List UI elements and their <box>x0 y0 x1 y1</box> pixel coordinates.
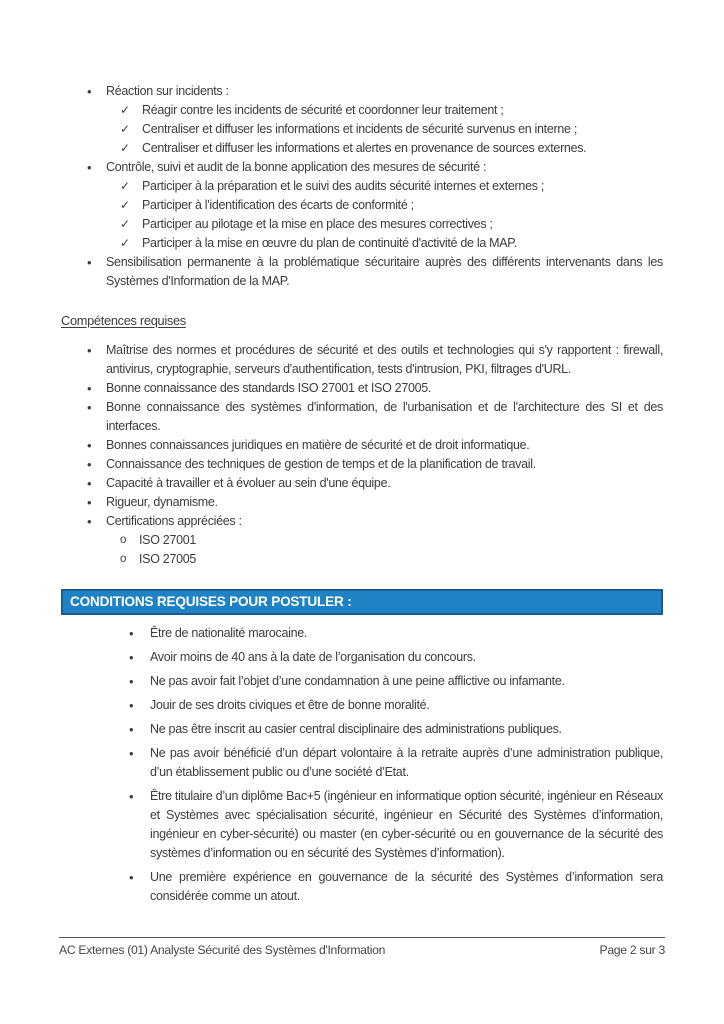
list-item-text: Bonnes connaissances juridiques en matière de sécurité et de droit informatique. <box>106 438 530 452</box>
bullet-icon: • <box>129 789 134 804</box>
conditions-list <box>61 624 663 906</box>
list-subitem-iso <box>61 550 663 569</box>
list-item <box>61 436 663 455</box>
circle-icon: o <box>120 534 127 546</box>
check-icon: ✓ <box>120 103 130 117</box>
list-item-text: Ne pas être inscrit au casier central disciplinaire des administrations publiques. <box>150 722 562 736</box>
list-item-text: Maîtrise des normes et procédures de sécurité et des outils et technologies qui s'y rapportent : firewall, antivirus, cryptographie, serveurs d'authentification, tests d'intrusion, PKI, filtrages d'URL. <box>106 343 663 376</box>
list-item-reaction <box>61 82 663 101</box>
list-item-certifications <box>61 512 663 531</box>
list-subitem-iso <box>61 531 663 550</box>
conditions-banner: CONDITIONS REQUISES POUR POSTULER : <box>61 589 663 615</box>
list-item-text: Réagir contre les incidents de sécurité et coordonner leur traitement ; <box>142 103 504 117</box>
bullet-icon: • <box>87 476 92 491</box>
list-item-text: Jouir de ses droits civiques et être de bonne moralité. <box>150 698 430 712</box>
bullet-icon: • <box>87 438 92 453</box>
bullet-icon: • <box>129 626 134 641</box>
list-item-text: Sensibilisation permanente à la problématique sécuritaire auprès des différents intervenants dans les Systèmes d'Information de la MAP. <box>106 255 663 288</box>
list-item-controle <box>61 158 663 177</box>
list-subitem <box>61 234 663 253</box>
list-item-text: ISO 27005 <box>139 552 197 566</box>
bullet-icon: • <box>87 343 92 358</box>
list-item-text: Participer à l'identification des écarts de conformité ; <box>142 198 414 212</box>
list-item-text: Connaissance des techniques de gestion de temps et de la planification de travail. <box>106 457 536 471</box>
bullet-icon: • <box>87 495 92 510</box>
bullet-icon: • <box>87 381 92 396</box>
bullet-icon: • <box>87 514 92 529</box>
missions-list <box>61 82 663 291</box>
check-icon: ✓ <box>120 179 130 193</box>
list-subitem <box>61 177 663 196</box>
list-item-text: Une première expérience en gouvernance de la sécurité des Systèmes d’information sera considérée comme un atout. <box>150 870 663 903</box>
footer-document-title: AC Externes (01) Analyste Sécurité des Systèmes d'Information <box>59 943 386 957</box>
list-item-text: Rigueur, dynamisme. <box>106 495 218 509</box>
check-icon: ✓ <box>120 198 130 212</box>
list-item-text: Ne pas avoir fait l’objet d’une condamnation à une peine afflictive ou infamante. <box>150 674 565 688</box>
check-icon: ✓ <box>120 141 130 155</box>
circle-icon: o <box>120 553 127 565</box>
list-item-text: Réaction sur incidents : <box>106 84 229 98</box>
check-icon: ✓ <box>120 122 130 136</box>
competences-list <box>61 341 663 569</box>
section-heading-competences: Compétences requises <box>61 313 186 328</box>
bullet-icon: • <box>129 746 134 761</box>
list-item <box>61 493 663 512</box>
bullet-icon: • <box>129 650 134 665</box>
list-item-text: Être de nationalité marocaine. <box>150 626 308 640</box>
bullet-icon: • <box>129 870 134 885</box>
list-item-text: Centraliser et diffuser les informations et alertes en provenance de sources externes. <box>142 141 587 155</box>
bullet-icon: • <box>87 84 92 99</box>
list-item-text: Participer à la mise en œuvre du plan de continuité d'activité de la MAP. <box>142 236 517 250</box>
list-item <box>61 744 663 782</box>
bullet-icon: • <box>87 457 92 472</box>
list-subitem <box>61 101 663 120</box>
page-footer <box>59 937 665 958</box>
bullet-icon: • <box>87 400 92 415</box>
bullet-icon: • <box>129 698 134 713</box>
list-item-text: Être titulaire d’un diplôme Bac+5 (ingénieur en informatique option sécurité, ingénieur en Réseaux et Systèmes avec spécialisation sécurité, ingénieur en Sécurité des Systèmes d’information, ingénieur en cyber-sécurité) ou master (en cyber-sécurité ou en gouvernance de la sécurité des systèmes d’information ou en sécurité des Systèmes d’information). <box>150 789 663 860</box>
list-item <box>61 648 663 667</box>
list-item <box>61 868 663 906</box>
list-item <box>61 398 663 436</box>
list-item <box>61 720 663 739</box>
list-item-text: Certifications appréciées : <box>106 514 242 528</box>
list-item <box>61 787 663 863</box>
list-item-text: Avoir moins de 40 ans à la date de l’organisation du concours. <box>150 650 476 664</box>
bullet-icon: • <box>87 160 92 175</box>
list-item-text: Bonne connaissance des standards ISO 27001 et ISO 27005. <box>106 381 432 395</box>
page-number: Page 2 sur 3 <box>599 943 665 957</box>
list-item-sensibilisation <box>61 253 663 291</box>
bullet-icon: • <box>129 722 134 737</box>
bullet-icon: • <box>129 674 134 689</box>
list-item <box>61 379 663 398</box>
bullet-icon: • <box>87 255 92 270</box>
list-item-text: Centraliser et diffuser les informations et incidents de sécurité survenus en interne ; <box>142 122 578 136</box>
list-item <box>61 696 663 715</box>
check-icon: ✓ <box>120 236 130 250</box>
list-item-text: Participer à la préparation et le suivi des audits sécurité internes et externes ; <box>142 179 545 193</box>
list-item <box>61 624 663 643</box>
list-item-text: ISO 27001 <box>139 533 197 547</box>
list-subitem <box>61 196 663 215</box>
list-item <box>61 474 663 493</box>
list-subitem <box>61 139 663 158</box>
list-item <box>61 455 663 474</box>
list-item-text: Contrôle, suivi et audit de la bonne application des mesures de sécurité : <box>106 160 487 174</box>
list-item-text: Bonne connaissance des systèmes d'information, de l'urbanisation et de l'architecture des SI et des interfaces. <box>106 400 663 433</box>
list-item-text: Participer au pilotage et la mise en place des mesures correctives ; <box>142 217 493 231</box>
list-item <box>61 672 663 691</box>
list-item-text: Capacité à travailler et à évoluer au sein d'une équipe. <box>106 476 391 490</box>
list-item <box>61 341 663 379</box>
list-subitem <box>61 215 663 234</box>
list-subitem <box>61 120 663 139</box>
list-item-text: Ne pas avoir bénéficié d’un départ volontaire à la retraite auprès d’une administration publique, d’un établissement public ou d’une société d’Etat. <box>150 746 663 779</box>
check-icon: ✓ <box>120 217 130 231</box>
